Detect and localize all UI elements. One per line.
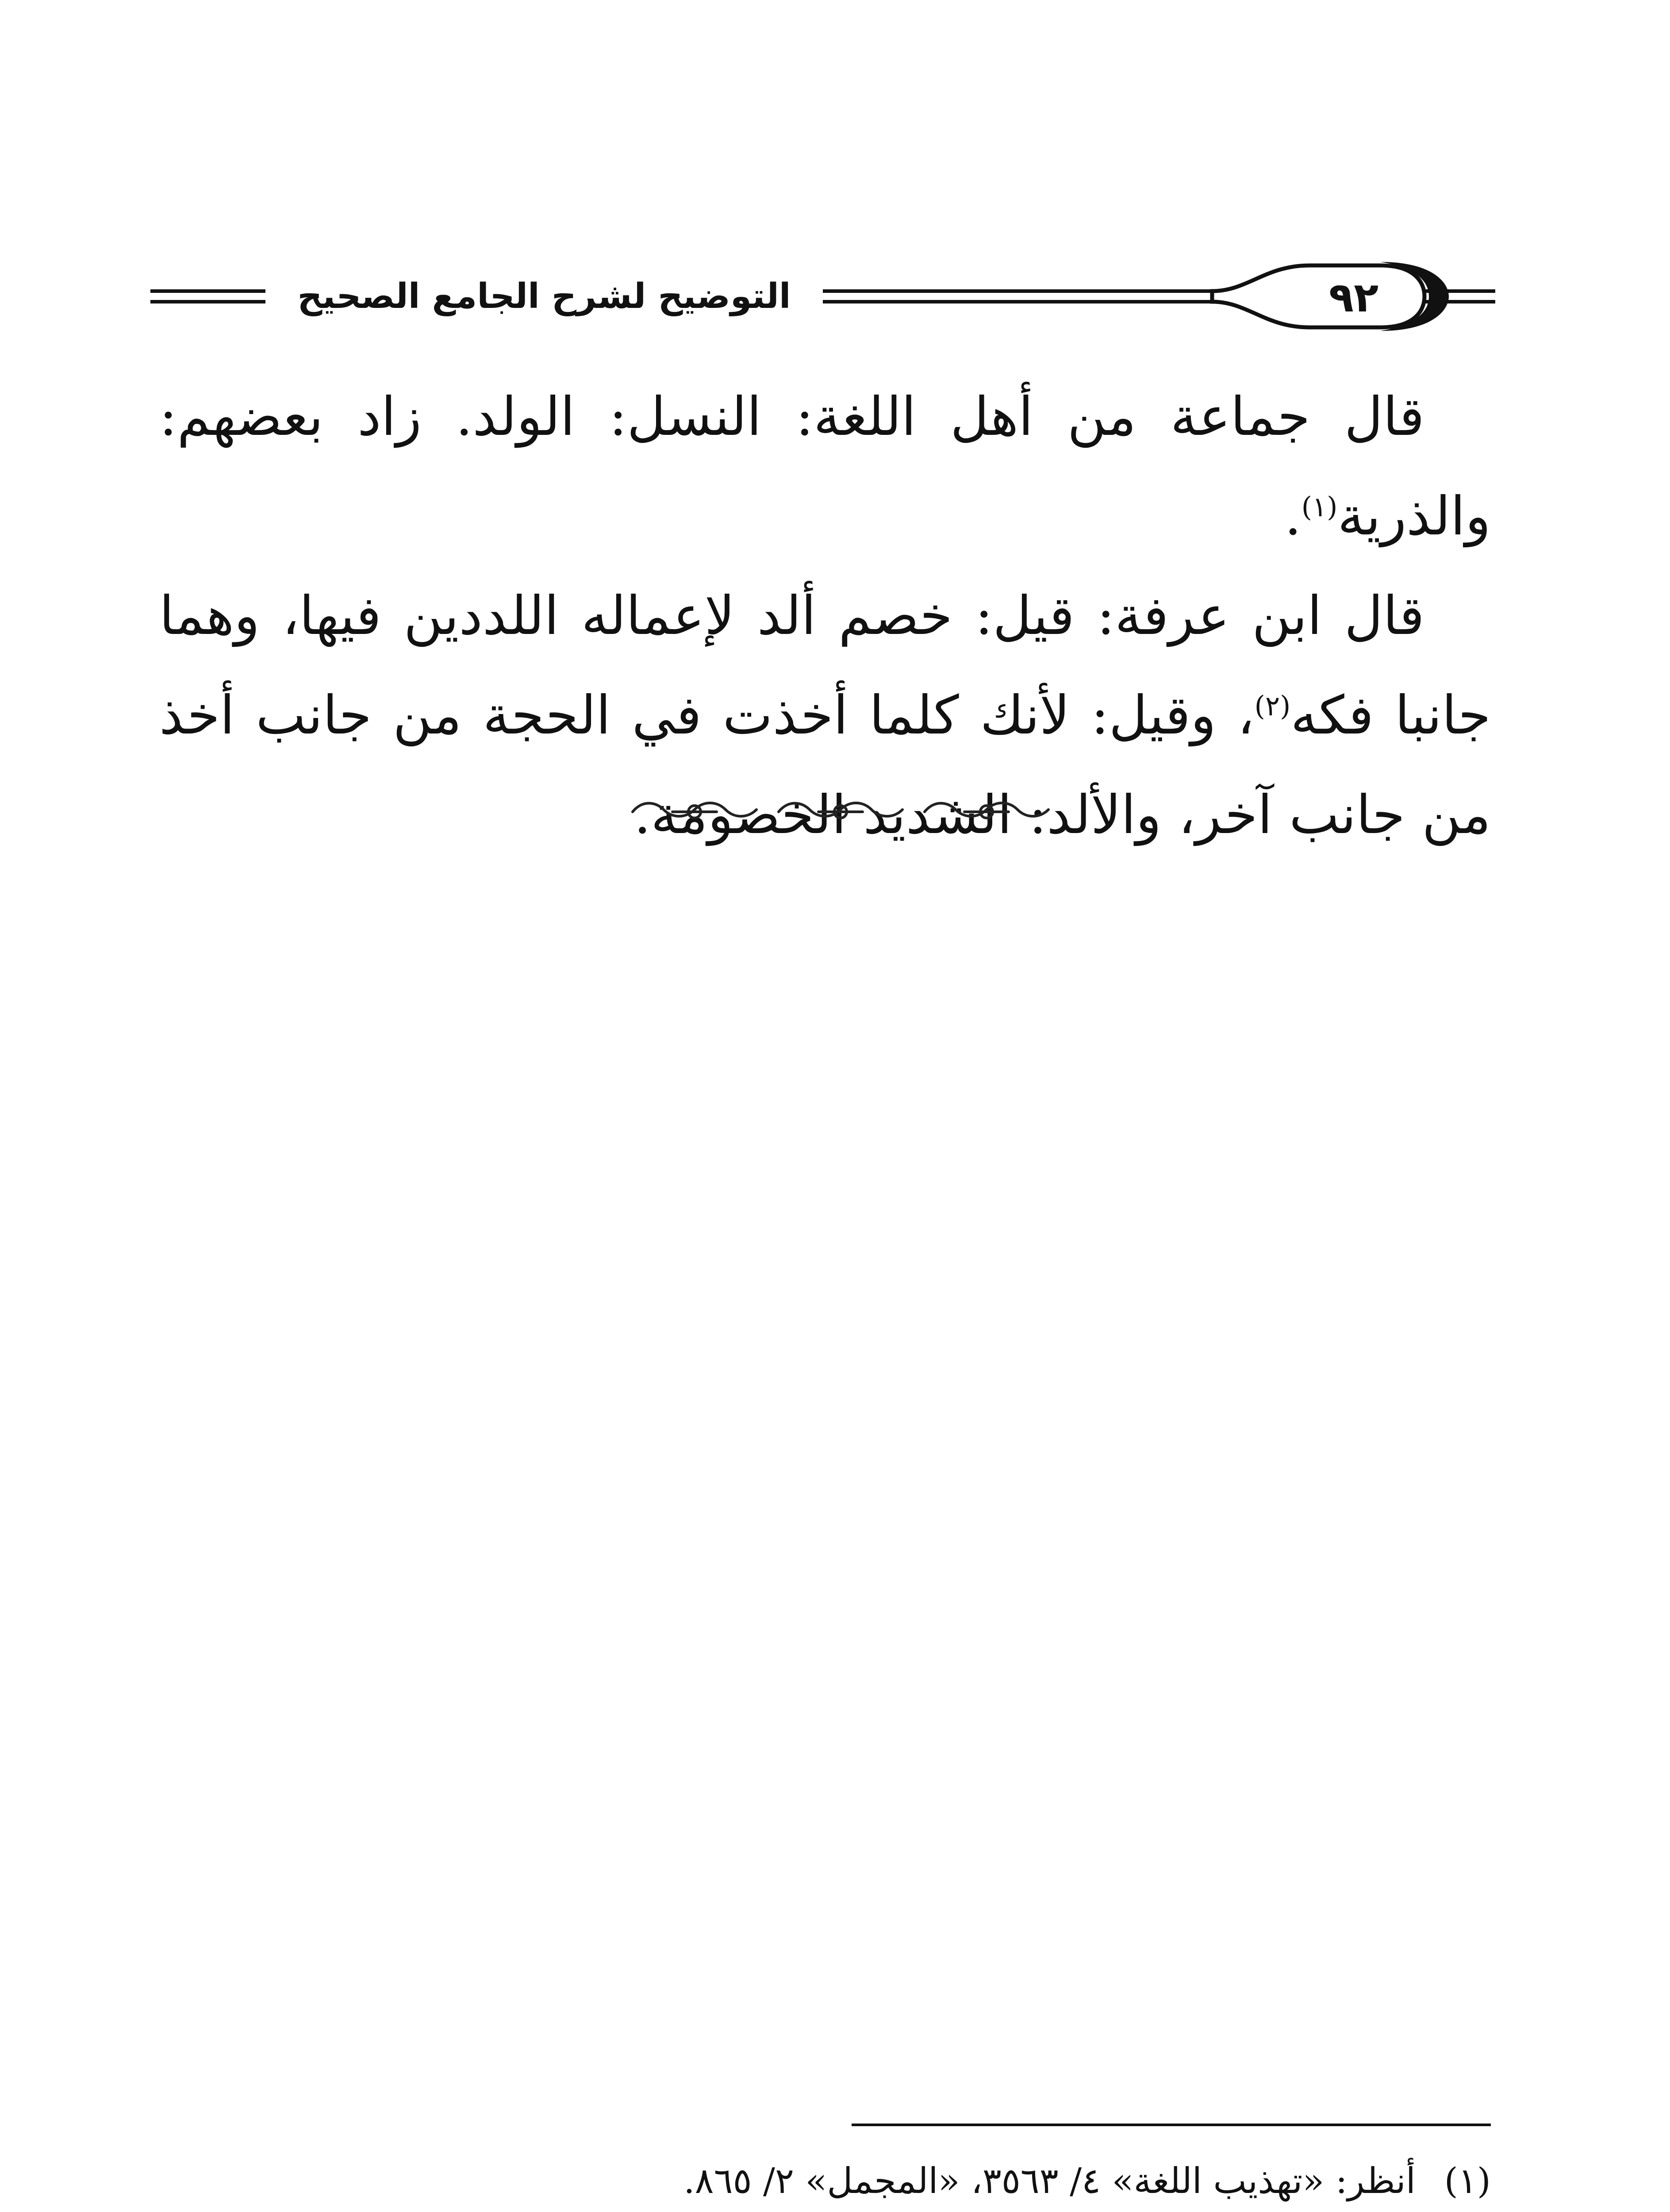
footnotes	[159, 2146, 1491, 2212]
footnote-reference: (١)	[1301, 491, 1338, 523]
paragraph-text: ، وقيل: لأنك كلما أخذت في الحجة من جانب أخذ من جانب آخر، والألد: الشديد الخصومة.	[159, 685, 1491, 846]
main-text	[159, 367, 1491, 865]
running-header	[150, 252, 1495, 341]
paragraph-text: قال ابن عرفة: قيل: خصم ألد لإعماله اللددين فيها، وهما جانبا فكه	[159, 585, 1491, 746]
running-title: التوضيح لشرح الجامع الصحيح	[265, 265, 823, 327]
paragraph-text: قال جماعة من أهل اللغة: النسل: الولد. زاد بعضهم: والذرية	[159, 386, 1491, 547]
footnote-item	[159, 2146, 1491, 2212]
page-number: ٩٢	[1328, 274, 1379, 321]
footnote-number: (١)	[1444, 2160, 1491, 2201]
floral-ornament-icon	[628, 792, 1053, 832]
footnote-separator	[852, 2124, 1491, 2126]
footnote-reference: (٢)	[1254, 690, 1291, 722]
footnote-text: أنظر: «تهذيب اللغة» ٤/ ٣٥٦٣، «المجمل» ٢/ ٨٦٥.	[683, 2160, 1416, 2201]
paragraph-tail: .	[1284, 486, 1301, 547]
paragraph	[159, 367, 1491, 566]
